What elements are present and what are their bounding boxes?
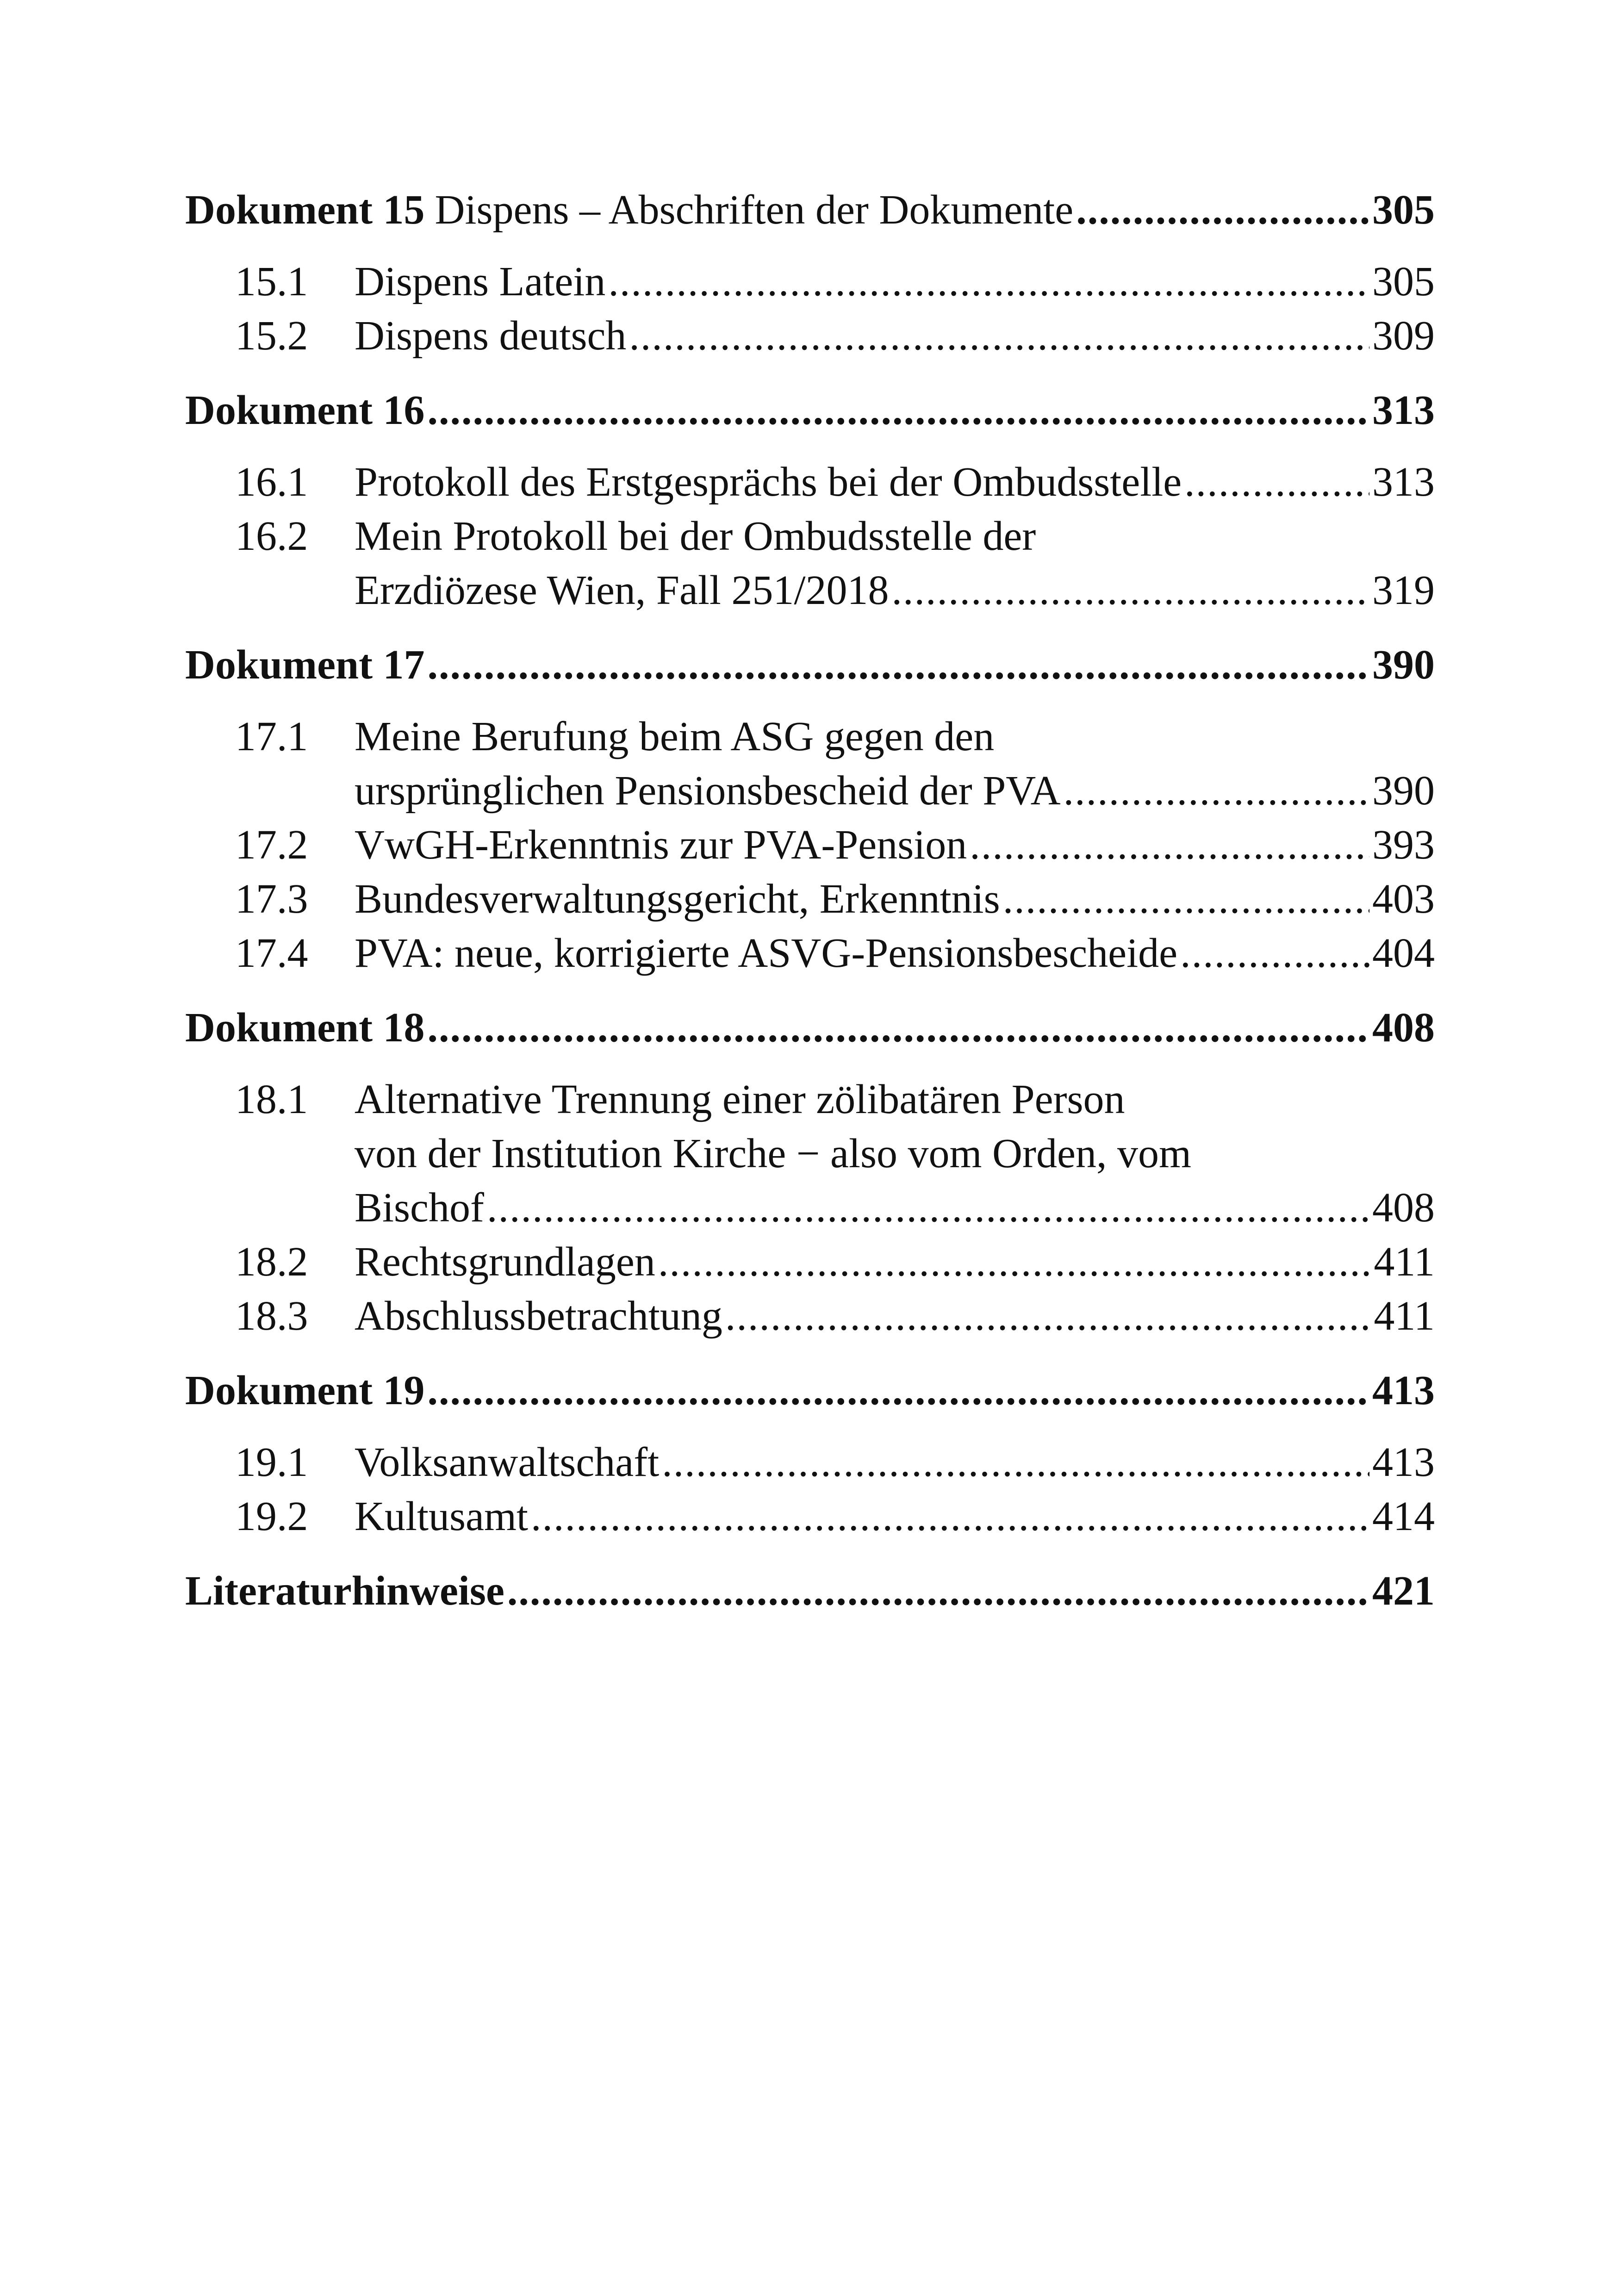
toc-section-dokument-18 bbox=[185, 1001, 1435, 1343]
toc-item-number: 17.2 bbox=[235, 822, 308, 868]
toc-heading-label: Literaturhinweise bbox=[185, 1568, 504, 1614]
toc-leader-dots bbox=[428, 638, 1369, 692]
toc-page-number: 411 bbox=[1374, 1239, 1435, 1285]
toc-item-title-line-1: Alternative Trennung einer zölibatären Person bbox=[355, 1076, 1125, 1122]
toc-item-title-line-1: Mein Protokoll bei der Ombudsstelle der bbox=[355, 513, 1036, 559]
toc-page-number: 414 bbox=[1372, 1493, 1435, 1539]
toc-entry-15-1[interactable] bbox=[185, 255, 1435, 309]
toc-entry-16-2[interactable] bbox=[185, 509, 1435, 563]
toc-entry-18-3[interactable] bbox=[185, 1289, 1435, 1343]
toc-page-number: 403 bbox=[1372, 876, 1435, 922]
toc-leader-dots bbox=[507, 1564, 1369, 1618]
toc-item-number: 18.3 bbox=[235, 1293, 308, 1339]
toc-leader-dots bbox=[608, 255, 1369, 309]
toc-item-title: Bundesverwaltungsgericht, Erkenntnis bbox=[355, 876, 1000, 922]
toc-leader-dots bbox=[658, 1235, 1371, 1289]
toc-entry-literaturhinweise[interactable] bbox=[185, 1564, 1435, 1618]
toc-item-title: VwGH-Erkenntnis zur PVA-Pension bbox=[355, 822, 967, 868]
toc-heading-label: Dokument 17 bbox=[185, 642, 425, 688]
toc-item-title-line-2: ursprünglichen Pensionsbescheid der PVA bbox=[355, 768, 1061, 814]
toc-entry-17-4[interactable] bbox=[185, 926, 1435, 980]
toc-leader-dots bbox=[428, 383, 1369, 437]
toc-entry-17-1[interactable] bbox=[185, 709, 1435, 764]
toc-item-title: Volksanwaltschaft bbox=[355, 1439, 660, 1485]
toc-page-number: 413 bbox=[1372, 1368, 1435, 1413]
toc-entry-17-2[interactable] bbox=[185, 818, 1435, 872]
toc-item-title-line-2: von der Institution Kirche − also vom Orden, vom bbox=[355, 1131, 1191, 1176]
toc-item-title-line-2: Erzdiözese Wien, Fall 251/2018 bbox=[355, 567, 889, 613]
toc-item-number: 16.1 bbox=[235, 459, 308, 505]
toc-heading-label: Dokument 16 bbox=[185, 387, 425, 433]
toc-section-literaturhinweise bbox=[185, 1564, 1435, 1618]
toc-entry-dokument-18[interactable] bbox=[185, 1001, 1435, 1055]
toc-entry-16-1[interactable] bbox=[185, 455, 1435, 509]
toc-page-number: 408 bbox=[1372, 1005, 1435, 1051]
toc-item-title: Protokoll des Erstgesprächs bei der Ombudsstelle bbox=[355, 459, 1182, 505]
toc-item-number: 15.1 bbox=[235, 259, 308, 305]
toc-heading-label: Dokument 15 bbox=[185, 187, 425, 233]
toc-entry-18-1[interactable] bbox=[185, 1072, 1435, 1126]
toc-item-number: 16.2 bbox=[235, 513, 308, 559]
toc-leader-dots bbox=[662, 1435, 1369, 1489]
toc-leader-dots bbox=[428, 1363, 1369, 1418]
toc-section-dokument-16 bbox=[185, 383, 1435, 617]
toc-leader-dots bbox=[1064, 764, 1369, 818]
toc-leader-dots bbox=[891, 563, 1369, 617]
toc-heading-title: Dispens – Abschriften der Dokumente bbox=[435, 187, 1074, 233]
toc-item-title-line-3: Bischof bbox=[355, 1185, 484, 1231]
toc-item-number: 17.1 bbox=[235, 714, 308, 759]
toc-page-number: 305 bbox=[1372, 187, 1435, 233]
toc-page-number: 421 bbox=[1372, 1568, 1435, 1614]
toc-page-number: 413 bbox=[1372, 1439, 1435, 1485]
toc-page-number: 319 bbox=[1372, 567, 1435, 613]
toc-leader-dots bbox=[428, 1001, 1369, 1055]
toc-item-title: Rechtsgrundlagen bbox=[355, 1239, 655, 1285]
toc-section-dokument-19 bbox=[185, 1363, 1435, 1543]
toc-page-number: 305 bbox=[1372, 259, 1435, 305]
toc-item-title: Kultusamt bbox=[355, 1493, 528, 1539]
toc-page-number: 408 bbox=[1372, 1185, 1435, 1231]
toc-entry-16-2-continued[interactable] bbox=[185, 563, 1435, 617]
toc-page-number: 393 bbox=[1372, 822, 1435, 868]
toc-item-title: Dispens Latein bbox=[355, 259, 606, 305]
toc-leader-dots bbox=[725, 1289, 1371, 1343]
toc-page-number: 390 bbox=[1372, 642, 1435, 688]
toc-item-title: Abschlussbetrachtung bbox=[355, 1293, 722, 1339]
toc-item-title: PVA: neue, korrigierte ASVG-Pensionsbescheide bbox=[355, 930, 1178, 976]
toc-item-number: 17.4 bbox=[235, 930, 308, 976]
table-of-contents bbox=[185, 183, 1435, 1638]
toc-leader-dots bbox=[487, 1181, 1369, 1235]
toc-heading-label: Dokument 18 bbox=[185, 1005, 425, 1051]
toc-page-number: 309 bbox=[1372, 313, 1435, 359]
toc-item-number: 19.1 bbox=[235, 1439, 308, 1485]
toc-entry-dokument-17[interactable] bbox=[185, 638, 1435, 692]
toc-entry-dokument-16[interactable] bbox=[185, 383, 1435, 437]
toc-page-number: 313 bbox=[1372, 387, 1435, 433]
toc-entry-19-1[interactable] bbox=[185, 1435, 1435, 1489]
toc-page-number: 390 bbox=[1372, 768, 1435, 814]
toc-item-number: 17.3 bbox=[235, 876, 308, 922]
toc-leader-dots bbox=[1184, 455, 1369, 509]
toc-entry-19-2[interactable] bbox=[185, 1489, 1435, 1543]
toc-page-number: 404 bbox=[1372, 930, 1435, 976]
toc-leader-dots bbox=[1180, 926, 1369, 980]
toc-page-number: 411 bbox=[1374, 1293, 1435, 1339]
toc-leader-dots bbox=[531, 1489, 1369, 1543]
toc-entry-17-1-continued[interactable] bbox=[185, 764, 1435, 818]
toc-item-number: 15.2 bbox=[235, 313, 308, 359]
toc-leader-dots bbox=[1003, 872, 1369, 926]
toc-entry-dokument-15[interactable] bbox=[185, 183, 1435, 237]
toc-leader-dots bbox=[970, 818, 1369, 872]
toc-section-dokument-15 bbox=[185, 183, 1435, 363]
toc-item-title: Dispens deutsch bbox=[355, 313, 627, 359]
toc-entry-18-2[interactable] bbox=[185, 1235, 1435, 1289]
toc-section-dokument-17 bbox=[185, 638, 1435, 980]
toc-entry-18-1-continued-2[interactable] bbox=[185, 1181, 1435, 1235]
toc-item-number: 19.2 bbox=[235, 1493, 308, 1539]
toc-entry-15-2[interactable] bbox=[185, 309, 1435, 363]
toc-entry-18-1-continued[interactable] bbox=[185, 1126, 1435, 1181]
toc-item-number: 18.1 bbox=[235, 1076, 308, 1122]
toc-leader-dots bbox=[629, 309, 1369, 363]
toc-leader-dots bbox=[1076, 183, 1369, 237]
toc-entry-dokument-19[interactable] bbox=[185, 1363, 1435, 1418]
toc-item-title-line-1: Meine Berufung beim ASG gegen den bbox=[355, 714, 995, 759]
toc-page-number: 313 bbox=[1372, 459, 1435, 505]
toc-entry-17-3[interactable] bbox=[185, 872, 1435, 926]
toc-item-number: 18.2 bbox=[235, 1239, 308, 1285]
toc-heading-label: Dokument 19 bbox=[185, 1368, 425, 1413]
